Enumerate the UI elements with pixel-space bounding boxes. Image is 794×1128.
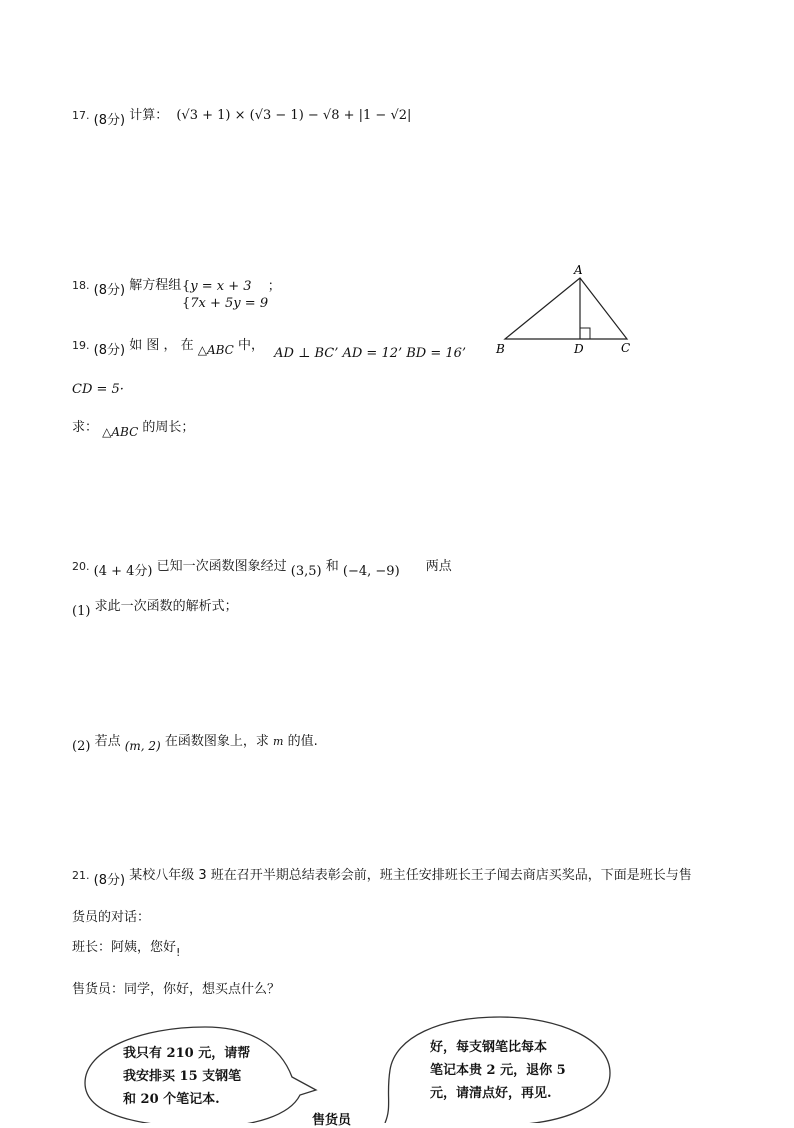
- label-d: D: [574, 342, 584, 356]
- point-2: (−4, −9): [342, 564, 400, 579]
- equation-system: [182, 278, 281, 312]
- question-21: [72, 864, 692, 888]
- question-number: 19.: [72, 339, 90, 352]
- question-19-ask: [72, 416, 195, 439]
- bubble-line: 我只有 210 元，请帮: [123, 1046, 251, 1061]
- question-prompt: 已知一次函数图象经过: [156, 559, 287, 574]
- dialog-mark: !: [176, 946, 181, 959]
- label-a: A: [574, 263, 583, 277]
- equation-1: y = x + 3: [190, 279, 252, 294]
- score-label: (4 + 4分): [93, 564, 153, 579]
- right-bubble-text: [430, 1036, 566, 1105]
- point-m: (m, 2): [124, 739, 161, 753]
- triangle-abc: [505, 278, 627, 339]
- bubble-line: 好，每支钢笔比每本: [430, 1040, 548, 1055]
- bubble-line: 和 20 个笔记本.: [123, 1092, 220, 1107]
- and-word: 和: [325, 559, 339, 574]
- question-19: [72, 334, 467, 361]
- question-number: 18.: [72, 279, 90, 292]
- dialog-line-1: [72, 936, 181, 959]
- question-17: [72, 104, 412, 128]
- question-20-part-2: [72, 730, 318, 754]
- question-mid: 中，: [238, 338, 265, 353]
- left-bubble-text: [123, 1042, 250, 1111]
- question-prompt: 解方程组: [129, 278, 182, 293]
- label-c: C: [621, 341, 631, 355]
- score-label: (8分): [93, 113, 126, 128]
- conditions: AD ⊥ BC’ AD = 12’ BD = 16’: [274, 346, 467, 361]
- question-20: [72, 555, 452, 579]
- part-prefix: 若点: [94, 734, 121, 749]
- question-20-part-1: [72, 595, 238, 619]
- question-number: 21.: [72, 869, 90, 882]
- cd-condition: CD = 5·: [72, 382, 124, 397]
- math-expression: (√3 + 1) × (√3 − 1) − √8 + |1 − √2|: [176, 108, 412, 123]
- bubble-line: 我安排买 15 支钢笔: [123, 1069, 242, 1084]
- question-number: 20.: [72, 560, 90, 573]
- ask-prefix: 求：: [72, 420, 99, 435]
- question-tail: 两点: [425, 559, 452, 574]
- ask-suffix: 的周长；: [142, 420, 195, 435]
- right-angle-mark: [580, 328, 590, 339]
- question-number: 17.: [72, 109, 90, 122]
- question-prompt: 计算：: [129, 108, 169, 123]
- part-text: 求此一次函数的解析式；: [94, 599, 238, 614]
- equation-line-1: [182, 278, 281, 295]
- question-prompt: 如 图 ， 在: [129, 338, 194, 353]
- triangle-name: △ABC: [197, 343, 234, 357]
- score-label: (8分): [93, 283, 126, 298]
- bubble-line: 元，请清点好，再见.: [430, 1086, 552, 1101]
- dialog-text: 班长：阿姨，您好: [72, 940, 177, 955]
- brace-bottom-icon: {: [182, 296, 191, 311]
- part-label: (1): [72, 604, 91, 619]
- triangle-figure: [490, 260, 640, 360]
- dialog-line-2: 售货员：同学，你好，想买点什么？: [72, 982, 281, 997]
- part-label: (2): [72, 739, 91, 754]
- brace-top-icon: {: [182, 279, 191, 294]
- part-mid: 在函数图象上，求: [164, 734, 269, 749]
- part-suffix: 的值.: [287, 734, 318, 749]
- variable-m: m: [273, 735, 284, 748]
- score-label: (8分): [93, 343, 126, 358]
- point-1: (3,5): [290, 564, 322, 579]
- bubble-line: 笔记本贵 2 元，退你 5: [430, 1063, 566, 1078]
- equation-line-2: [182, 295, 281, 312]
- speaker-label-partial: 售货员: [312, 1113, 352, 1128]
- question-21-line-2: 货员的对话：: [72, 910, 151, 925]
- label-b: B: [496, 342, 505, 356]
- question-line-1: 某校八年级 3 班在召开半期总结表彰会前，班主任安排班长王子闻去商店买奖品，下面是班长与售: [129, 868, 692, 883]
- equation-tail: ；: [267, 279, 281, 294]
- score-label: (8分): [93, 873, 126, 888]
- triangle-name: △ABC: [102, 425, 139, 439]
- question-18: [72, 274, 182, 298]
- equation-2: 7x + 5y = 9: [190, 296, 269, 311]
